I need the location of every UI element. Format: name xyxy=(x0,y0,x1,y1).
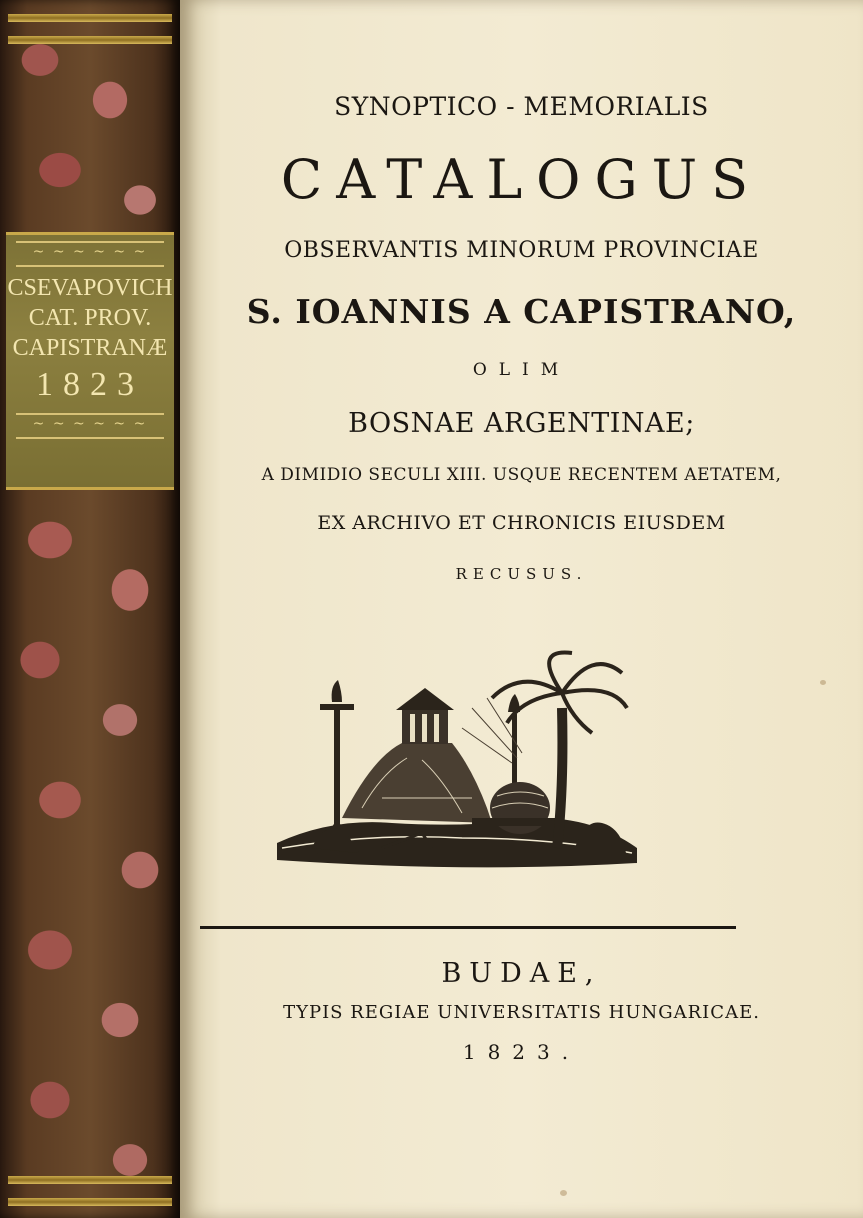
title-line-synoptico: SYNOPTICO - MEMORIALIS xyxy=(334,92,709,121)
spine-ornament-top xyxy=(16,241,164,267)
title-line-catalogus: CATALOGUS xyxy=(280,148,763,211)
foxing-spot xyxy=(560,1190,567,1196)
title-line-dimidio: A DIMIDIO SECULI XIII. USQUE RECENTEM AETATEM, xyxy=(261,465,782,485)
imprint-printer: TYPIS REGIAE UNIVERSITATIS HUNGARICAE. xyxy=(283,1002,760,1023)
title-line-observantis: OBSERVANTIS MINORUM PROVINCIAE xyxy=(284,238,759,263)
title-line-recusus: RECUSUS. xyxy=(455,565,588,583)
gilt-band-bottom-2 xyxy=(8,1198,172,1206)
gilt-band-bottom xyxy=(8,1176,172,1184)
woodcut-vignette-image xyxy=(272,648,642,880)
foxing-spot xyxy=(820,680,826,685)
spine-title-2: CAPISTRANÆ xyxy=(12,335,168,361)
imprint-year: 1823. xyxy=(462,1040,581,1064)
horizontal-rule xyxy=(200,926,736,929)
title-line-olim: OLIM xyxy=(472,360,571,380)
spine-ornament-bottom xyxy=(16,413,164,439)
gilt-band-top-2 xyxy=(8,36,172,44)
imprint-place: BUDAE, xyxy=(441,958,602,989)
spine-title-1: CAT. PROV. xyxy=(28,305,152,331)
spine-year: 1823 xyxy=(36,366,144,403)
title-line-bosnae: BOSNAE ARGENTINAE; xyxy=(348,408,695,439)
title-line-archivo: EX ARCHIVO ET CHRONICIS EIUSDEM xyxy=(317,512,726,534)
spine-label xyxy=(6,232,174,490)
title-page xyxy=(180,0,863,1218)
title-line-capistrano: S. IOANNIS A CAPISTRANO, xyxy=(246,292,797,331)
spine-author: CSEVAPOVICH xyxy=(7,275,173,301)
book-spine xyxy=(0,0,180,1218)
gilt-band-top xyxy=(8,14,172,22)
